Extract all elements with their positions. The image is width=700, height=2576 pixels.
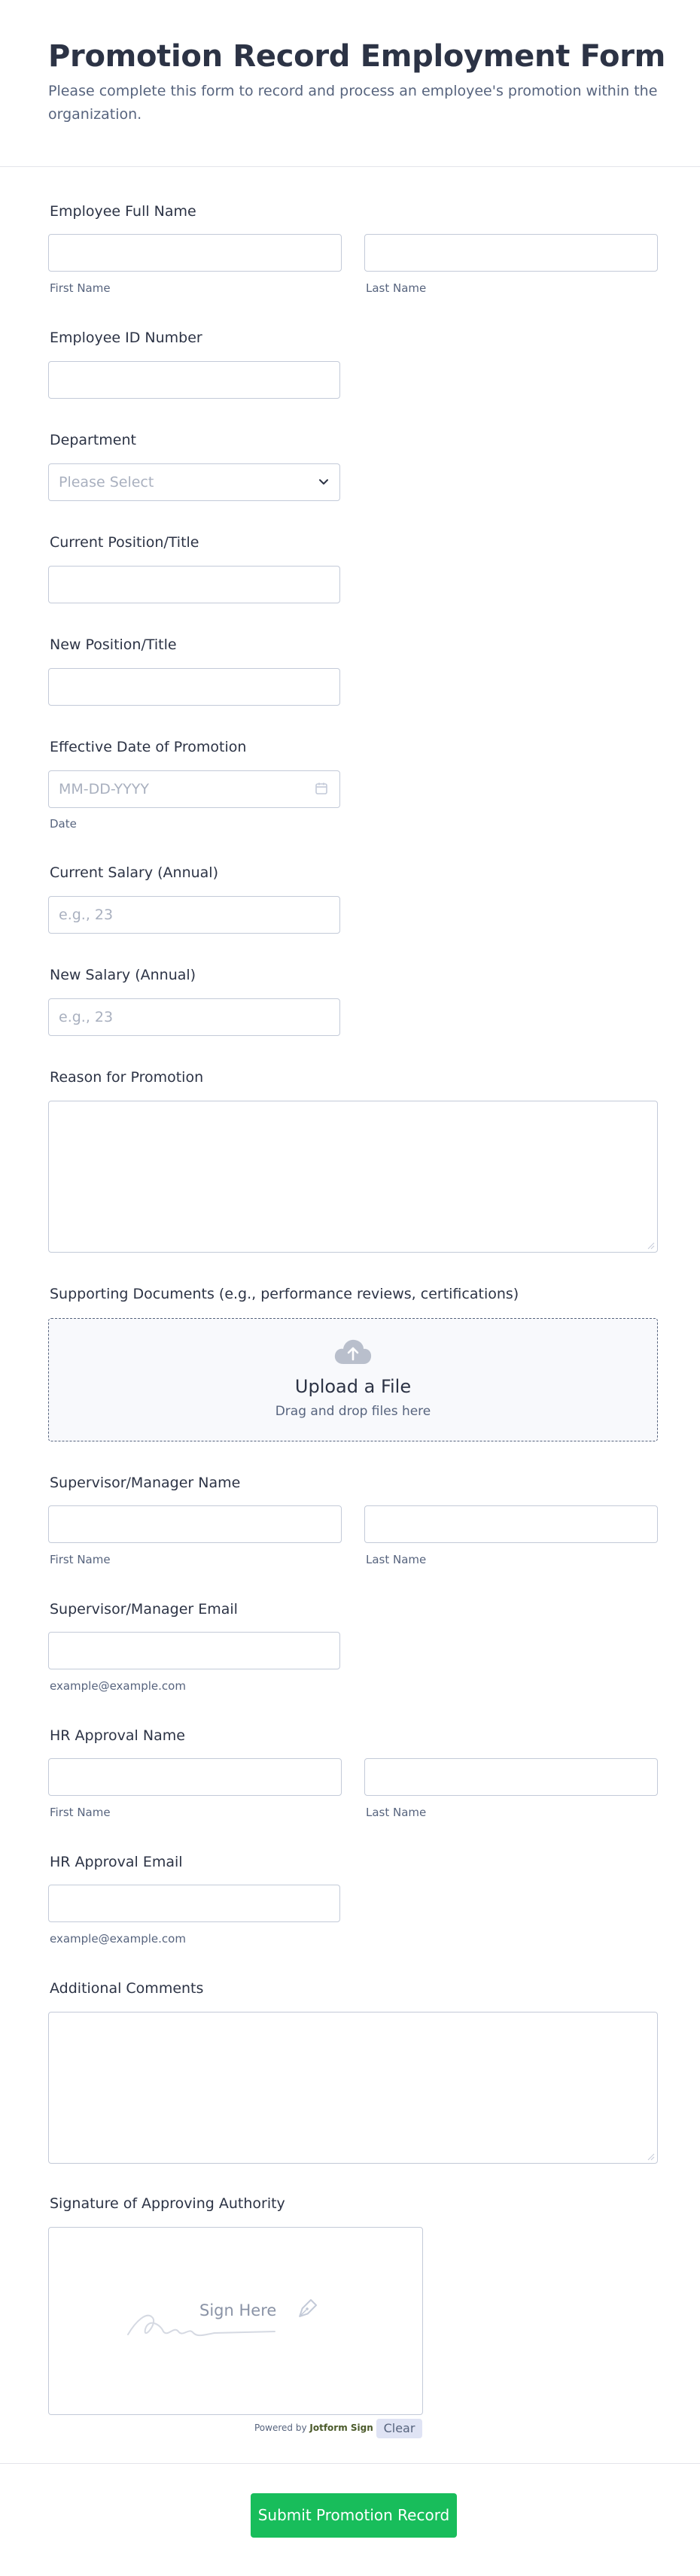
employee-first-name-sublabel: First Name — [50, 281, 111, 295]
effective-date-sublabel: Date — [50, 817, 77, 831]
current-salary-label: Current Salary (Annual) — [50, 864, 218, 881]
file-upload-dropzone[interactable] — [48, 1318, 658, 1441]
supervisor-name-label: Supervisor/Manager Name — [50, 1475, 241, 1491]
new-salary-input[interactable] — [48, 998, 340, 1036]
signature-label: Signature of Approving Authority — [50, 2195, 285, 2212]
supervisor-last-name-sublabel: Last Name — [366, 1553, 427, 1566]
hr-last-name-input[interactable] — [364, 1758, 658, 1796]
employee-id-label: Employee ID Number — [50, 330, 202, 346]
upload-title: Upload a File — [294, 1376, 412, 1397]
resize-handle-icon[interactable] — [646, 2152, 655, 2161]
new-position-input[interactable] — [48, 668, 340, 706]
hr-last-name-sublabel: Last Name — [366, 1806, 427, 1819]
effective-date-label: Effective Date of Promotion — [50, 739, 247, 755]
new-salary-placeholder: e.g., 23 — [59, 1009, 114, 1025]
reason-label: Reason for Promotion — [50, 1069, 204, 1086]
footer-divider — [0, 2463, 700, 2464]
documents-label: Supporting Documents (e.g., performance reviews, certifications) — [50, 1286, 519, 1302]
jotform-sign-brand: Jotform Sign — [309, 2423, 373, 2433]
employee-name-label: Employee Full Name — [50, 203, 196, 220]
current-salary-input[interactable] — [48, 896, 340, 934]
resize-handle-icon[interactable] — [646, 1241, 655, 1250]
chevron-down-icon — [317, 475, 330, 488]
submit-button[interactable]: Submit Promotion Record — [251, 2493, 457, 2538]
new-position-label: New Position/Title — [50, 636, 177, 653]
calendar-icon[interactable] — [314, 781, 329, 796]
supervisor-email-label: Supervisor/Manager Email — [50, 1601, 238, 1618]
form-header — [0, 0, 700, 167]
comments-label: Additional Comments — [50, 1980, 204, 1997]
upload-subtitle: Drag and drop files here — [275, 1404, 431, 1419]
department-label: Department — [50, 432, 136, 448]
signature-hint: Sign Here — [199, 2301, 277, 2319]
hr-email-sublabel: example@example.com — [50, 1932, 186, 1946]
cloud-upload-icon — [333, 1338, 373, 1365]
employee-id-input[interactable] — [48, 361, 340, 399]
department-placeholder: Please Select — [59, 474, 154, 491]
hr-first-name-sublabel: First Name — [50, 1806, 111, 1819]
reason-textarea[interactable] — [48, 1101, 658, 1253]
supervisor-email-input[interactable] — [48, 1632, 340, 1669]
supervisor-first-name-sublabel: First Name — [50, 1553, 111, 1566]
hr-name-label: HR Approval Name — [50, 1727, 185, 1744]
new-salary-label: New Salary (Annual) — [50, 967, 196, 983]
form-title: Promotion Record Employment Form — [48, 39, 666, 74]
current-position-input[interactable] — [48, 566, 340, 603]
department-select[interactable] — [48, 463, 340, 501]
current-salary-placeholder: e.g., 23 — [59, 907, 114, 923]
form-subtitle: Please complete this form to record and process an employee's promotion within the organization. — [48, 83, 658, 123]
hr-email-label: HR Approval Email — [50, 1854, 183, 1870]
employee-last-name-input[interactable] — [364, 234, 658, 272]
comments-textarea[interactable] — [48, 2012, 658, 2164]
clear-signature-button[interactable]: Clear — [376, 2419, 422, 2438]
supervisor-email-sublabel: example@example.com — [50, 1679, 186, 1693]
current-position-label: Current Position/Title — [50, 534, 199, 551]
supervisor-last-name-input[interactable] — [364, 1505, 658, 1543]
hr-email-input[interactable] — [48, 1885, 340, 1922]
employee-first-name-input[interactable] — [48, 234, 342, 272]
hr-first-name-input[interactable] — [48, 1758, 342, 1796]
powered-by-text: Powered by Jotform Sign — [254, 2423, 373, 2433]
effective-date-placeholder: MM-DD-YYYY — [59, 781, 149, 797]
effective-date-input[interactable] — [48, 770, 340, 808]
signature-pad[interactable] — [48, 2227, 423, 2415]
employee-last-name-sublabel: Last Name — [366, 281, 427, 295]
supervisor-first-name-input[interactable] — [48, 1505, 342, 1543]
